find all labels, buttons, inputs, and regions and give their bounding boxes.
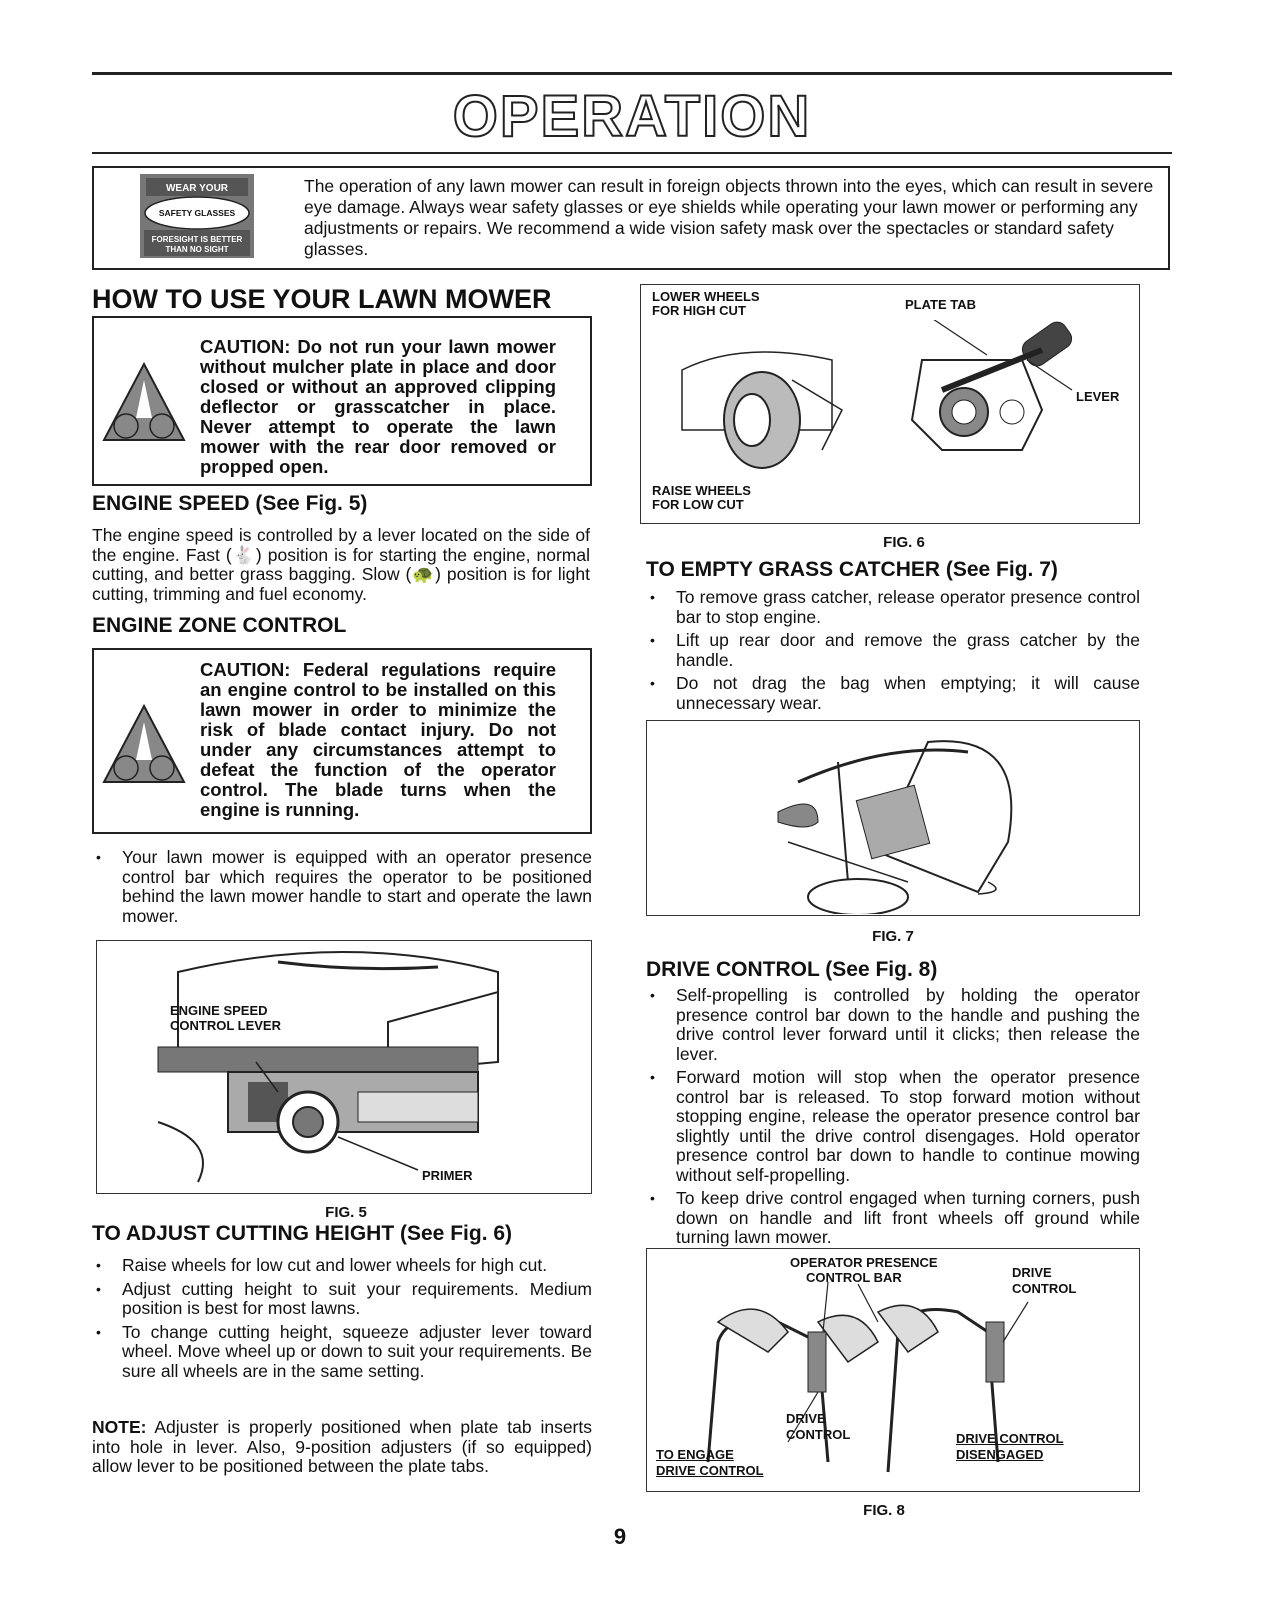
- fig8-label-to-engage: TO ENGAGE: [656, 1447, 734, 1462]
- presence-bullet-list: [92, 848, 592, 930]
- list-item: • Self-propelling is controlled by holding the operator presence control bar down to the handle and pushing the drive control lever forward until it clicks; then release the lever.: [646, 986, 1140, 1064]
- caution-text-1: CAUTION: Do not run your lawn mower without mulcher plate in place and door closed or without an approved clipping deflector or grasscatcher in place. Never attempt to operate the lawn mower with the rear door removed or propped open.: [200, 336, 556, 477]
- list-item: • Lift up rear door and remove the grass catcher by the handle.: [646, 631, 1140, 670]
- page-number: 9: [613, 1524, 627, 1549]
- badge-bottom-text-1: FORESIGHT IS BETTER: [151, 235, 243, 244]
- warning-triangle-icon-2: [102, 702, 186, 786]
- page-title: OPERATION: [452, 84, 812, 149]
- warning-triangle-icon: [102, 360, 186, 444]
- fig6-label-lever: LEVER: [1076, 389, 1120, 404]
- fig6-label-high-cut: FOR HIGH CUT: [652, 303, 746, 318]
- fig8-label-disengaged: DISENGAGED: [956, 1447, 1044, 1462]
- list-item: • Forward motion will stop when the operator presence control bar is released. To stop forward motion without stopping engine, release the operator presence control bar slightly until the drive control disengages. Hold operator presence control bar down to handle to continue mowing without self-propelling.: [646, 1068, 1140, 1185]
- badge-bottom-text-2: THAN NO SIGHT: [165, 245, 229, 254]
- fig6-label-lower-wheels: LOWER WHEELS: [652, 289, 760, 304]
- drive-control-list: [646, 986, 1140, 1252]
- list-item: • Adjust cutting height to suit your requirements. Medium position is best for most lawns.: [92, 1280, 592, 1319]
- fig6-label-plate-tab: PLATE TAB: [905, 297, 977, 312]
- fig5-label-primer: PRIMER: [422, 1168, 473, 1183]
- note-text: Adjuster is properly positioned when plate tab inserts into hole in lever. Also, 9-position adjusters (if so equipped) allow lever to be positioned between the plate tabs.: [92, 1417, 592, 1476]
- fig6-label-low-cut: FOR LOW CUT: [652, 497, 744, 512]
- cutting-height-list: [92, 1256, 592, 1385]
- fig8-label-drive: DRIVE: [1012, 1265, 1052, 1280]
- fig8-label-control-2: CONTROL: [786, 1427, 851, 1442]
- list-item: • Your lawn mower is equipped with an operator presence control bar which requires the operator to be positioned behind the lawn mower handle to start and operate the lawn mower.: [92, 848, 592, 926]
- title-rule: [92, 152, 1172, 154]
- fig8-label-operator-presence: OPERATOR PRESENCE: [790, 1255, 938, 1270]
- engine-speed-heading: ENGINE SPEED (See Fig. 5): [92, 492, 368, 515]
- note-label: NOTE:: [92, 1417, 147, 1437]
- list-item: • To remove grass catcher, release operator presence control bar to stop engine.: [646, 588, 1140, 627]
- fig5-label-engine-speed: ENGINE SPEED: [170, 1003, 268, 1018]
- list-item: • To change cutting height, squeeze adjuster lever toward wheel. Move wheel up or down to suit your requirements. Be sure all wheels are in the same setting.: [92, 1323, 592, 1382]
- fig6-caption: FIG. 6: [883, 534, 925, 551]
- fig8-label-control-bar: CONTROL BAR: [806, 1270, 902, 1285]
- list-item: • Do not drag the bag when emptying; it will cause unnecessary wear.: [646, 674, 1140, 713]
- empty-catcher-heading: TO EMPTY GRASS CATCHER (See Fig. 7): [646, 558, 1058, 581]
- badge-top-text: WEAR YOUR: [165, 183, 229, 194]
- engine-speed-text: The engine speed is controlled by a lever located on the side of the engine. Fast (🐇) position is for starting the engine, normal cutting, and better grass bagging. Slow (🐢) position is for light cutting, trimming and fuel economy.: [92, 525, 590, 604]
- fig6-label-raise-wheels: RAISE WHEELS: [652, 483, 751, 498]
- cutting-height-heading: TO ADJUST CUTTING HEIGHT (See Fig. 6): [92, 1222, 513, 1245]
- fig8-label-drive-control: DRIVE CONTROL: [656, 1463, 764, 1478]
- fig8-label-drive-control-dis: DRIVE CONTROL: [956, 1431, 1064, 1446]
- caution-text-2: CAUTION: Federal regulations require an engine control to be installed on this lawn mower in order to minimize the risk of blade contact injury. Do not under any circumstances attempt to defeat the function of the operator control. The blade turns when the engine is running.: [200, 659, 556, 820]
- wheel-adjuster-illustration: [642, 320, 1138, 480]
- fig5-caption: FIG. 5: [325, 1204, 367, 1221]
- badge-mid-text: SAFETY GLASSES: [158, 208, 236, 218]
- top-rule: [92, 72, 1172, 75]
- list-item: • Raise wheels for low cut and lower wheels for high cut.: [92, 1256, 592, 1276]
- how-to-use-heading: HOW TO USE YOUR LAWN MOWER: [92, 284, 552, 314]
- empty-catcher-list: [646, 588, 1140, 717]
- fig8-label-drive-2: DRIVE: [786, 1411, 826, 1426]
- safety-glasses-badge-icon: [138, 172, 256, 260]
- grass-catcher-illustration: [648, 722, 1138, 914]
- safety-warning-text: The operation of any lawn mower can result in foreign objects thrown into the eyes, which can result in severe eye damage. Always wear safety glasses or eye shields while operating your lawn mower or performing any adjustments or repairs. We recommend a wide vision safety mask over the spectacles or standard safety glasses.: [304, 176, 1154, 259]
- fig8-caption: FIG. 8: [863, 1502, 905, 1519]
- engine-illustration: [98, 942, 590, 1192]
- note-paragraph: [92, 1418, 592, 1477]
- fig5-label-control-lever: CONTROL LEVER: [170, 1018, 281, 1033]
- drive-control-heading: DRIVE CONTROL (See Fig. 8): [646, 958, 938, 981]
- fig8-label-control: CONTROL: [1012, 1281, 1077, 1296]
- engine-zone-heading: ENGINE ZONE CONTROL: [92, 614, 347, 637]
- fig7-caption: FIG. 7: [872, 928, 914, 945]
- list-item: • To keep drive control engaged when turning corners, push down on handle and lift front wheels off ground while turning lawn mower.: [646, 1189, 1140, 1248]
